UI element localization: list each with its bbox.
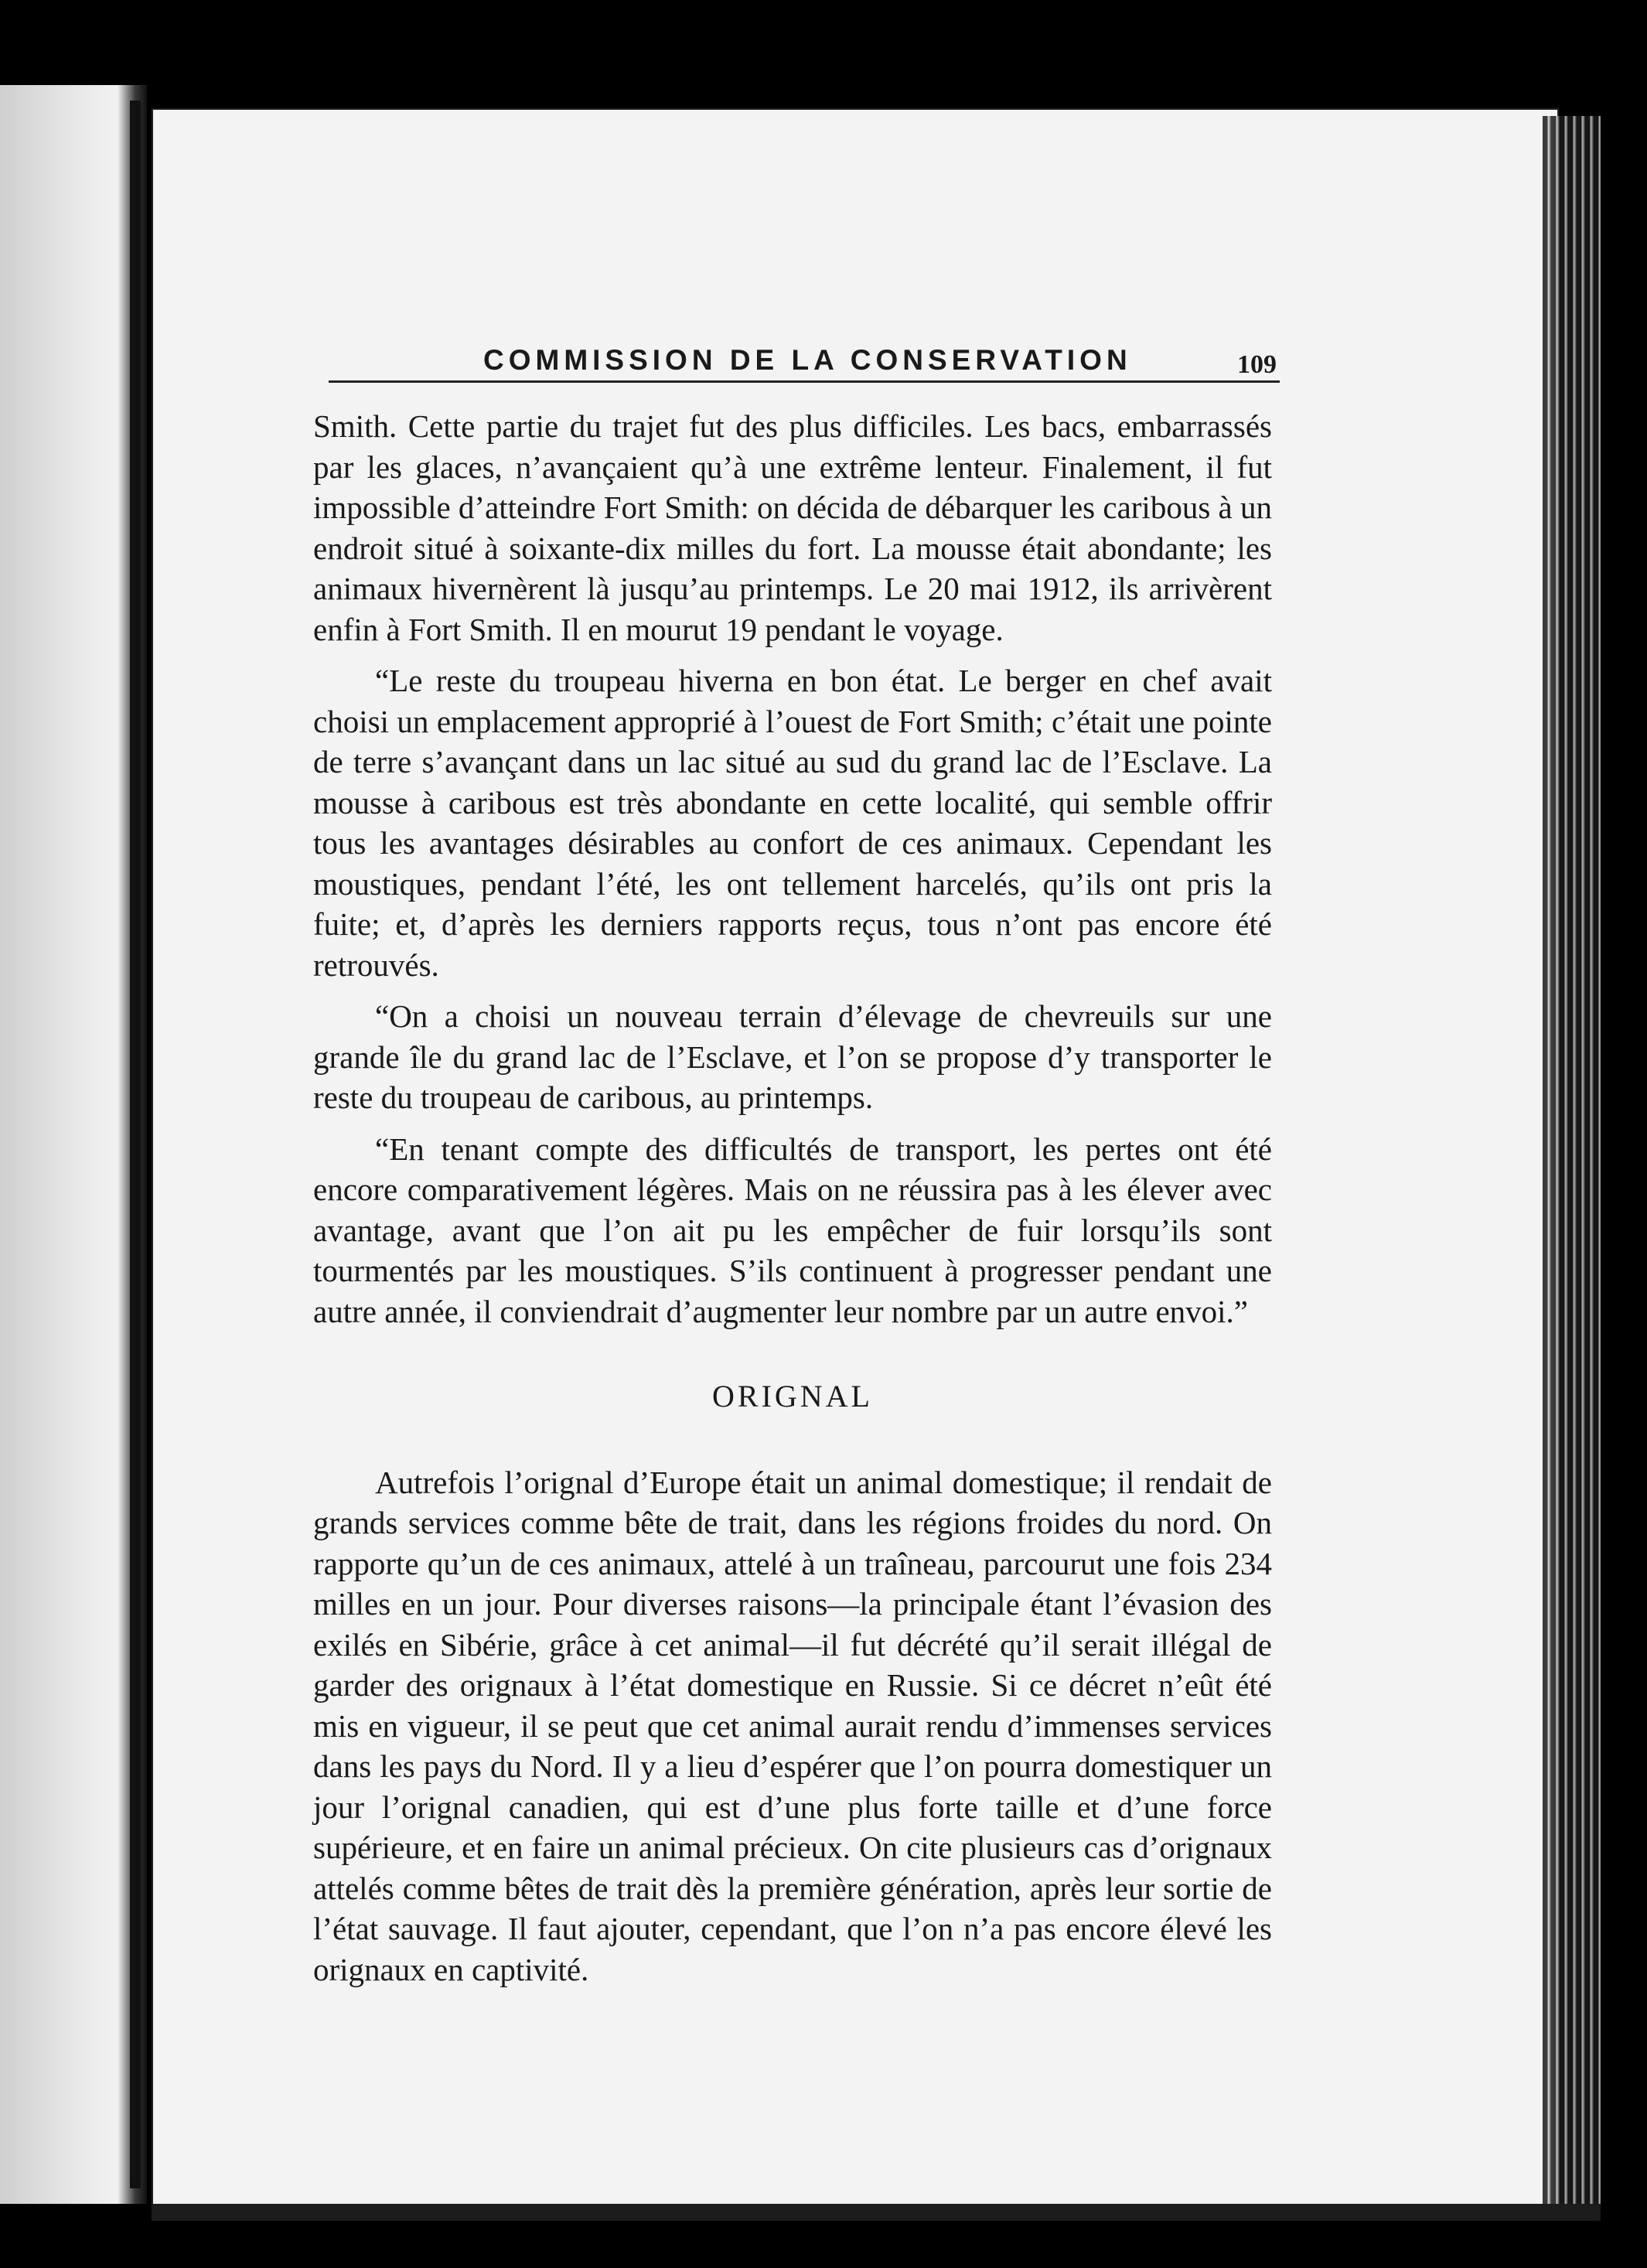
- header-rule: [329, 380, 1280, 383]
- book-gutter: [130, 101, 141, 2188]
- page-number: 109: [1237, 350, 1277, 379]
- paragraph-quote-2: “On a choisi un nouveau terrain d’élevage de chevreuils sur une grande île du grand lac de l’Esclave, et l’on se propose d’y transporter le reste du troupeau de caribous, au printemps.: [313, 998, 1272, 1115]
- running-head: COMMISSION DE LA CONSERVATION: [483, 344, 1132, 376]
- section-heading: ORIGNAL: [712, 1379, 873, 1414]
- page-body: [313, 406, 1272, 2000]
- paragraph-orignal: Autrefois l’orignal d’Europe était un animal domestique; il rendait de grands services comme bête de trait, dans les régions froides du nord. On rapporte qu’un de ces animaux, attelé à un traîneau, parcourut une fois 234 milles en un jour. Pour diverses raisons—la principale étant l’évasion des exilés en Sibérie, grâce à cet animal—il fut décrété qu’il serait illégal de garder des orignaux à l’état domestique en Russie. Si ce décret n’eût été mis en vigueur, il se peut que cet animal aurait rendu d’immenses services dans les pays du Nord. Il y a lieu d’espérer que l’on pourra domestiquer un jour l’orignal canadien, qui est d’une plus forte taille et d’une force supérieure, et en faire un animal précieux. On cite plusieurs cas d’orignaux attelés comme bêtes de trait dès la première génération, après leur sortie de l’état sauvage. Il faut ajouter, cependant, que l’on n’a pas encore élevé les orignaux en captivité.: [313, 1464, 1272, 1987]
- page-bottom-shadow: [152, 2204, 1601, 2221]
- page-stack-edge: [1543, 116, 1601, 2204]
- paragraph-quote-1: “Le reste du troupeau hiverna en bon état. Le berger en chef avait choisi un emplacement approprié à l’ouest de Fort Smith; c’était une pointe de terre s’avançant dans un lac situé au sud du grand lac de l’Esclave. La mousse à caribous est très abondante en cette localité, qui semble offrir tous les avantages désirables au confort de ces animaux. Cependant les moustiques, pendant l’été, les ont tellement harcelés, qu’ils ont pris la fuite; et, d’après les derniers rapports reçus, tous n’ont pas encore été retrouvés.: [313, 663, 1272, 983]
- paragraph-continued: Smith. Cette partie du trajet fut des plus difficiles. Les bacs, embarrassés par les glaces, n’avançaient qu’à une extrême lenteur. Finalement, il fut impossible d’atteindre Fort Smith: on décida de débarquer les caribous à un endroit situé à soixante-dix milles du fort. La mousse était abondante; les animaux hivernèrent là jusqu’au printemps. Le 20 mai 1912, ils arrivèrent enfin à Fort Smith. Il en mourut 19 pendant le voyage.: [313, 408, 1272, 647]
- paragraph-quote-3: “En tenant compte des difficultés de transport, les pertes ont été encore comparativement légères. Mais on ne réussira pas à les élever avec avantage, avant que l’on ait pu les empêcher de fuir lorsqu’ils sont tourmentés par les moustiques. S’ils continuent à progresser pendant une autre année, il conviendrait d’augmenter leur nombre par un autre envoi.”: [313, 1131, 1272, 1329]
- facing-page-edge: [0, 85, 147, 2204]
